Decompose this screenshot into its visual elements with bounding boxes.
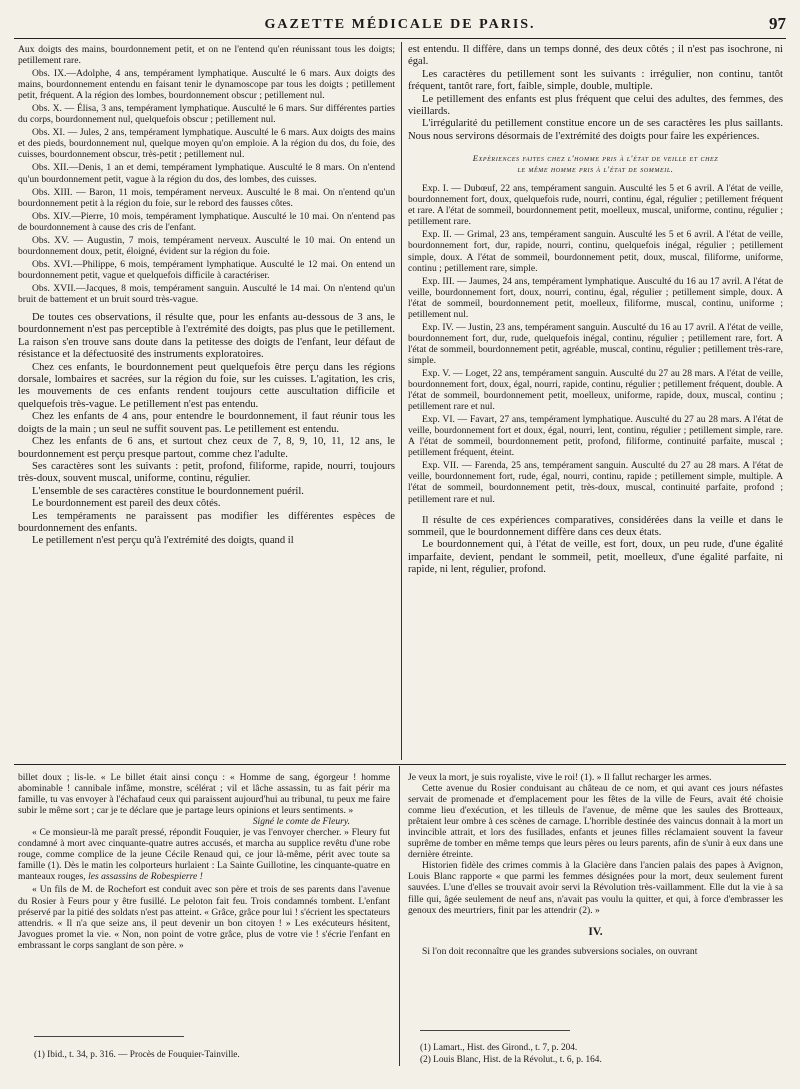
observation-13: Obs. XIII. — Baron, 11 mois, tempérament nerveux. Ausculté le 8 mai. On n'entend qu'un bourdonnement petit à la région du foie, sur le rebord des fausses côtes. <box>18 186 395 209</box>
right-column <box>408 44 783 756</box>
feuilleton-paragraph: « Un fils de M. de Rochefort est conduit avec son père et trois de ses parents dans l'avenue du Rosier à Feurs pour y être fusillé. Le peloton fait feu. Trois condamnés tombent. L'enfant préservé par la pitié des soldats n'est pas atteint. « Grâce, grâce pour lui ! s'écrient les spectateurs attendris. « Il n'a que seize ans, il peut devenir un bon citoyen ! » Les exécuteurs hésitent, Javogues promet la vie. « Non, non point de votre grâce, plus de votre vie ! s'écrie l'enfant en embrassant le corps sanglant de son père. » <box>18 884 390 951</box>
observation-9: Obs. IX.—Adolphe, 4 ans, tempérament lymphatique. Ausculté le 6 mars. Aux doigts des mains, bourdonnement entendu en faisant tenir le dynamoscope par tous les doigts ; petillement petit, fréquent. A la région des lombes, bourdonnement obscur ; petillement nul. <box>18 68 395 102</box>
conclusion-paragraph: Le bourdonnement qui, à l'état de veille, est fort, doux, un peu rude, d'une égalité imparfaite, devient, pendant le sommeil, petit, moelleux, d'une égalité parfaite, ni rapide, ni lent, régulier, profond. <box>408 539 783 576</box>
observation-12: Obs. XII.—Denis, 1 an et demi, tempérament lymphatique. Ausculté le 8 mars. On n'entend qu'un bourdonnement petit, vague à la région du dos, des lombes, des cuisses. <box>18 162 395 185</box>
body-paragraph: Ses caractères sont les suivants : petit, profond, filiforme, rapide, nourri, toujours très-doux, souvent muscal, uniforme, continu, régulier. <box>18 460 395 485</box>
body-paragraph: De toutes ces observations, il résulte que, pour les enfants au-dessous de 3 ans, le bourdonnement n'est pas perceptible à l'extrémité des doigts, pas plus que le petillement. La raison s'en trouve sans doute dans la petitesse des doigts de l'enfant, leur défaut de résistance et la défectuosité des instruments exploratoires. <box>18 312 395 361</box>
experiments-heading-line1: Expériences faites chez l'homme pris à l'état de veille et chez <box>472 153 719 164</box>
observation-16: Obs. XVI.—Philippe, 6 mois, tempérament lymphatique. Ausculté le 12 mai. On entend un bourdonnement petit, vague et quelquefois difficile à caractériser. <box>18 258 395 281</box>
experiment-5: Exp. V. — Loget, 22 ans, tempérament sanguin. Ausculté du 27 au 28 mars. A l'état de veille, bourdonnement fort, doux, égal, nourri, rapide, continu, régulier ; petillement fréquent, double. A l'état de sommeil, bourdonnement petit, moelleux, uniforme, rapide, doux, muscal, continu ; petillement rare et nul. <box>408 368 783 413</box>
body-paragraph: Le bourdonnement est pareil des deux côtés. <box>32 498 221 510</box>
feuilleton-paragraph: Cette avenue du Rosier conduisant au château de ce nom, et qui avant ces jours néfastes servait de promenade et d'emplacement pour les fêtes de la ville de Feurs, avait été choisie comme lieu d'exécution, et les tilleuls de l'avenue, de même que les saules des Brotteaux, prêtaient leur ombre à ces scènes de carnage. L'horrible destinée des vaincus donnait à la mort un invincible attrait, et lors des fusillades, enfants et jeunes filles réclamaient souvent la faveur suprême de tomber en même temps que leurs pères ou leurs parents, afin de s'unir à eux dans une dernière étreinte. <box>408 783 783 861</box>
footnote-2: (2) Louis Blanc, Hist. de la Révolut., t. 6, p. 164. <box>420 1055 602 1065</box>
observation-10: Obs. X. — Élisa, 3 ans, tempérament lymphatique. Ausculté le 6 mars. Sur différentes parties du corps, bourdonnement nul, quelquefois obscur ; petillement nul. <box>18 103 395 126</box>
footnotes-right <box>420 1042 780 1066</box>
footnote-1: (1) Lamart., Hist. des Girond., t. 7, p. 204. <box>420 1043 578 1053</box>
observation-14: Obs. XIV.—Pierre, 10 mois, tempérament lymphatique. Ausculté le 10 mai. On n'entend pas de bourdonnement à cause des cris de l'enfant. <box>18 210 395 233</box>
body-paragraph: est entendu. Il diffère, dans un temps donné, des deux côtés ; il n'est pas isochrone, ni égal. <box>408 44 783 68</box>
quoted-cry: les assassins de Robespierre ! <box>88 871 203 883</box>
experiment-4: Exp. IV. — Justin, 23 ans, tempérament sanguin. Ausculté du 16 au 17 avril. A l'état de veille, bourdonnement fort, dur, rude, quelquefois inégal, continu, régulier ; petillement rare, fort. A l'état de sommeil, bourdonnement petit, agréable, muscal, continu, régulier ; petillement très-rare, simple. <box>408 321 783 366</box>
body-paragraph: Chez les enfants de 6 ans, et surtout chez ceux de 7, 8, 9, 10, 11, 12 ans, le bourdonnement est perçu presque partout, comme chez l'adulte. <box>18 436 395 460</box>
conclusion-paragraph: Il résulte de ces expériences comparatives, considérées dans la veille et dans le sommeil, que le bourdonnement diffère dans ces deux états. <box>408 514 783 538</box>
experiment-6: Exp. VI. — Favart, 27 ans, tempérament lymphatique. Ausculté du 27 au 28 mars. A l'état de veille, bourdonnement fort et doux, égal, nourri, lent, continu, régulier ; petillement simple, rare. A l'état de sommeil, bourdonnement petit, profond, filiforme, continuité parfaite, muscal ; petillement fréquent, éteint. <box>408 414 783 459</box>
feuilleton-paragraph: billet doux ; lis-le. « Le billet était ainsi conçu : « Homme de sang, égorgeur ! homme abominable ! cannibale infâme, monstre, scélérat ; vil et lâche assassin, tu as fait périr ma famille, tu vas envoyer à l'échafaud ceux qui paraissent aujourd'hui au tribunal, tu peux me faire subir le même sort ; car je te déclare que je partage leurs opinions et leurs sentiments. » <box>18 772 390 817</box>
signature-line: Signé le comte de Fleury. <box>252 816 350 828</box>
body-paragraph: Les caractères du petillement sont les suivants : irrégulier, non continu, tantôt fréquent, tantôt rare, fort, faible, simple, double, multiple. <box>408 68 783 93</box>
body-paragraph: Le petillement n'est perçu qu'à l'extrémité des doigts, quand il <box>32 535 294 547</box>
observation-17: Obs. XVII.—Jacques, 8 mois, tempérament sanguin. Ausculté le 14 mai. On n'entend qu'un bruit de battement et un bruit sourd très-vague. <box>18 282 395 305</box>
experiment-3: Exp. III. — Jaumes, 24 ans, tempérament lymphatique. Ausculté du 16 au 17 avril. A l'état de veille, bourdonnement fort, doux, nourri, continu, égal, régulier ; petillement simple, doux. A l'état de sommeil, bourdonnement petit, moelleux, filiforme, muscal, continu, uniforme ; petillement nul. <box>408 275 783 320</box>
page-number: 97 <box>769 14 786 33</box>
feuilleton-right-column <box>408 772 783 1016</box>
feuilleton-left-column <box>18 772 390 1016</box>
section-heading: IV. <box>588 925 603 938</box>
body-paragraph: Le petillement des enfants est plus fréquent que celui des adultes, des femmes, des vieillards. <box>408 93 783 118</box>
column-divider <box>401 42 402 760</box>
feuilleton-paragraph <box>18 827 390 882</box>
page-header <box>14 14 786 36</box>
header-rule <box>14 38 786 39</box>
feuilleton-text: « Ce monsieur-là me paraît pressé, répondit Fouquier, je vas l'envoyer chercher. » Fleury fut condamné à mort avec cinquante-quatre autres accusés, et marcha au supplice revêtu d'une robe rouge, comme complice de la jeune Cécile Renaud qui, ce jour là-même, périt avec toute sa famille (1). Dès le matin les colporteurs hurlaient : La Sainte Guillotine, les cinquante-quatre en manteaux rouges, <box>18 827 390 883</box>
footnote-rule <box>420 1030 570 1031</box>
feuilleton-paragraph: Si l'on doit reconnaître que les grandes subversions sociales, on ouvrant <box>422 945 698 957</box>
experiment-7: Exp. VII. — Farenda, 25 ans, tempérament sanguin. Ausculté du 27 au 28 mars. A l'état de veille, bourdonnement fort, rude, égal, nourri, continu, rapide ; petillement simple, multiple. A l'état de sommeil, bourdonnement petit, très-doux, muscal, continuité parfaite, profond ; petillement rare et nul. <box>408 460 783 505</box>
experiments-heading <box>408 153 783 175</box>
footnote-rule <box>34 1036 184 1037</box>
footnote-left: (1) Ibid., t. 34, p. 316. — Procès de Fouquier-Tainville. <box>34 1050 240 1060</box>
observation-continuation: Aux doigts des mains, bourdonnement petit, et on ne l'entend qu'en réunissant tous les doigts; petillement rare. <box>18 44 395 67</box>
feuilleton-rule <box>14 764 786 765</box>
observation-15: Obs. XV. — Augustin, 7 mois, tempérament nerveux. Ausculté le 10 mai. On entend un bourdonnement doux, petit, éloigné, évident sur la région du foie. <box>18 234 395 257</box>
body-paragraph: Chez les enfants de 4 ans, pour entendre le bourdonnement, il faut réunir tous les doigts de la main ; un seul ne suffit souvent pas. Le petillement est entendu. <box>18 411 395 435</box>
body-paragraph: Chez ces enfants, le bourdonnement peut quelquefois être perçu dans les régions dorsale, lombaires et sacrées, sur la région du foie, sur les cuisses. L'agitation, les cris, les mouvements de ces enfants rendent toujours cette auscultation difficile et quelquefois très-vague. Le petillement n'est pas entendu. <box>18 361 395 410</box>
feuilleton-divider <box>399 766 400 1066</box>
observation-11: Obs. XI. — Jules, 2 ans, tempérament lymphatique. Ausculté le 6 mars. Aux doigts des mains et des pieds, bourdonnement nul, quelque moyen qu'on emploie. A la région du dos, du foie, des cuisses, bourdonnement obscur, très-petit ; petillement nul. <box>18 127 395 161</box>
journal-title: GAZETTE MÉDICALE DE PARIS. <box>264 17 536 32</box>
body-paragraph: L'irrégularité du petillement constitue encore un de ses caractères les plus saillants. Nous nous servirons désormais de l'extrémité des doigts pour faire les expériences. <box>408 118 783 142</box>
feuilleton-paragraph: Historien fidèle des crimes commis à la Glacière dans l'ancien palais des papes à Avignon, Louis Blanc rapporte « que parmi les femmes désignées pour la mort, deux seulement furent sauvées. L'une d'elles se trouvait avoir servi la Révolution très-vaillamment. Elle dut la vie à sa fille qui, âgée seulement de neuf ans, n'avait pas voulu la quitter, et qui, à force d'embrasser les genoux des meurtriers, finit par les attendrir (2). » <box>408 860 783 916</box>
experiments-heading-line2: le même homme pris à l'état de sommeil. <box>517 164 674 175</box>
feuilleton-paragraph: Je veux la mort, je suis royaliste, vive le roi! (1). » Il fallut recharger les armes. <box>408 772 712 783</box>
body-paragraph: L'ensemble de ses caractères constitue le bourdonnement puéril. <box>32 485 304 497</box>
left-column <box>18 44 395 756</box>
body-paragraph: Les tempéraments ne paraissent pas modifier les différentes espèces de bourdonnement des enfants. <box>18 510 395 534</box>
experiment-2: Exp. II. — Grimal, 23 ans, tempérament sanguin. Ausculté les 5 et 6 avril. A l'état de veille, bourdonnement fort, dur, rapide, nourri, continu, quelquefois inégal, régulier ; petillement simple, doux. A l'état de sommeil, bourdonnement petit, doux, muscal, filiforme, uniforme, continu ; petillement rare, simple. <box>408 229 783 274</box>
experiment-1: Exp. I. — Dubœuf, 22 ans, tempérament sanguin. Ausculté les 5 et 6 avril. A l'état de veille, bourdonnement fort, doux, quelquefois rude, nourri, continu, égal, régulier ; petillement fréquent et rare. A l'état de sommeil, bourdonnement petit, moelleux, muscal, uniforme, continu, régulier ; petillement rare. <box>408 183 783 228</box>
